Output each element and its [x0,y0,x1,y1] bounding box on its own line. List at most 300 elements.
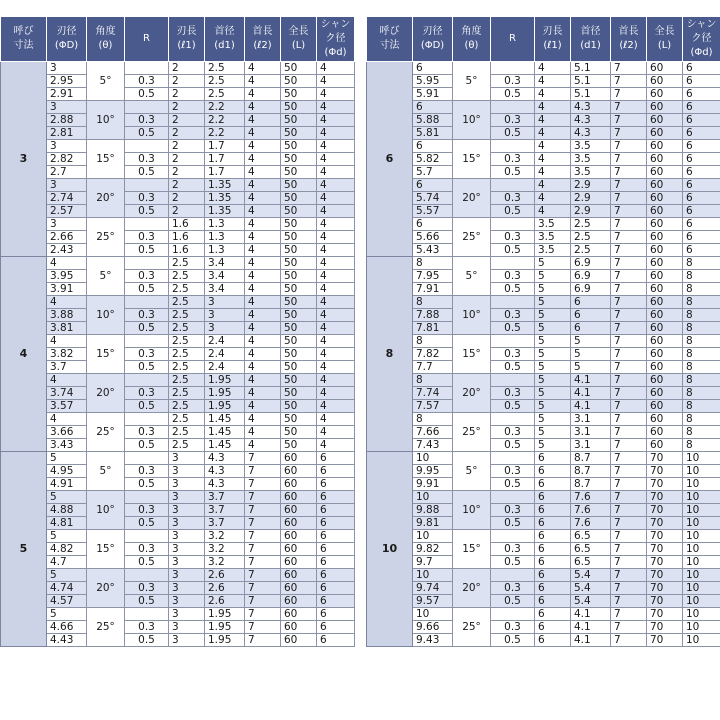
cell-L: 50 [281,335,317,348]
table-row [367,101,720,114]
cell-l1: 2 [169,192,205,205]
cell-shank: 8 [683,322,720,335]
cell-L: 50 [281,400,317,413]
cell-r: 0.3 [491,543,535,556]
cell-L: 60 [281,634,317,647]
cell-dia: 2.88 [47,114,87,127]
cell-shank: 6 [317,517,355,530]
cell-r: 0.3 [491,270,535,283]
table-row [1,634,355,647]
header-r: R [125,17,169,62]
cell-l1: 3 [169,452,205,465]
cell-dia: 3.88 [47,309,87,322]
table-row [1,192,355,205]
cell-shank: 8 [683,426,720,439]
cell-r: 0.3 [125,75,169,88]
cell-l2: 7 [245,517,281,530]
cell-L: 50 [281,205,317,218]
cell-dia: 5.91 [413,88,453,101]
cell-shank: 4 [317,296,355,309]
cell-dia: 2.95 [47,75,87,88]
cell-r: 0.3 [125,582,169,595]
cell-r: 0.5 [125,127,169,140]
cell-l2: 4 [245,387,281,400]
cell-dia: 2.7 [47,166,87,179]
cell-dia: 2.43 [47,244,87,257]
cell-dia: 4 [47,374,87,387]
cell-l1: 2 [169,88,205,101]
cell-shank: 10 [683,569,720,582]
cell-d1: 1.3 [205,231,245,244]
cell-L: 50 [281,218,317,231]
cell-shank: 4 [317,75,355,88]
cell-r: 0.3 [491,621,535,634]
angle-cell: 20° [453,374,491,413]
table-row [367,387,720,400]
cell-L: 70 [647,595,683,608]
cell-dia: 9.81 [413,517,453,530]
cell-L: 60 [647,322,683,335]
table-row [1,296,355,309]
cell-d1: 2.6 [205,582,245,595]
cell-dia: 5.81 [413,127,453,140]
cell-r: 0.5 [125,478,169,491]
cell-shank: 6 [317,608,355,621]
cell-l2: 7 [611,634,647,647]
cell-shank: 6 [683,231,720,244]
cell-d1: 6 [571,309,611,322]
header-angle: 角度 (θ) [87,17,125,62]
table-row [367,322,720,335]
cell-dia: 7.43 [413,439,453,452]
cell-shank: 6 [317,634,355,647]
cell-d1: 2.2 [205,114,245,127]
cell-shank: 6 [317,478,355,491]
table-row [1,101,355,114]
cell-shank: 6 [317,452,355,465]
cell-r: 0.3 [125,504,169,517]
cell-L: 70 [647,543,683,556]
cell-dia: 8 [413,296,453,309]
table-row [1,270,355,283]
cell-l2: 4 [245,309,281,322]
table-row [1,231,355,244]
table-row [1,595,355,608]
header-l2: 首長 (ℓ2) [611,17,647,62]
table-row [367,244,720,257]
angle-cell: 20° [87,569,125,608]
cell-r: 0.3 [491,192,535,205]
cell-shank: 6 [317,504,355,517]
cell-shank: 4 [317,166,355,179]
cell-d1: 3.5 [571,153,611,166]
cell-shank: 4 [317,387,355,400]
cell-d1: 2.5 [571,244,611,257]
cell-l2: 7 [611,244,647,257]
cell-l1: 2.5 [169,270,205,283]
cell-l2: 7 [611,140,647,153]
cell-L: 60 [647,296,683,309]
cell-l1: 6 [535,517,571,530]
cell-r: 0.3 [491,504,535,517]
cell-l1: 3.5 [535,244,571,257]
cell-l2: 7 [245,504,281,517]
table-row [1,608,355,621]
angle-cell: 25° [87,413,125,452]
cell-d1: 3.2 [205,543,245,556]
table-row [367,400,720,413]
cell-shank: 10 [683,478,720,491]
cell-d1: 4.1 [571,621,611,634]
cell-l1: 2 [169,114,205,127]
cell-l1: 3 [169,621,205,634]
cell-l1: 5 [535,361,571,374]
cell-l2: 4 [245,114,281,127]
cell-l1: 2.5 [169,257,205,270]
cell-l1: 2 [169,179,205,192]
table-row [1,309,355,322]
cell-dia: 6 [413,62,453,75]
table-row [367,218,720,231]
header-d1: 首径 (d1) [571,17,611,62]
cell-l2: 7 [611,400,647,413]
cell-d1: 5.1 [571,75,611,88]
cell-l1: 2.5 [169,374,205,387]
cell-shank: 6 [683,179,720,192]
cell-l1: 4 [535,88,571,101]
cell-L: 50 [281,192,317,205]
table-row [367,231,720,244]
cell-r [491,296,535,309]
table-row [1,114,355,127]
cell-dia: 7.82 [413,348,453,361]
cell-dia: 2.81 [47,127,87,140]
table-row [1,426,355,439]
cell-d1: 5.4 [571,582,611,595]
header-L: 全長 (L) [647,17,683,62]
cell-r: 0.3 [491,153,535,166]
cell-l2: 7 [245,556,281,569]
nominal-size-cell: 8 [367,257,413,452]
cell-r [491,257,535,270]
cell-dia: 9.66 [413,621,453,634]
cell-l1: 4 [535,153,571,166]
cell-l2: 7 [611,621,647,634]
cell-L: 60 [647,127,683,140]
cell-shank: 8 [683,413,720,426]
cell-r [125,179,169,192]
angle-cell: 10° [453,101,491,140]
table-row [1,88,355,101]
cell-shank: 6 [317,569,355,582]
cell-L: 60 [647,439,683,452]
table-row [367,140,720,153]
cell-shank: 8 [683,400,720,413]
angle-cell: 5° [87,452,125,491]
table-row [1,569,355,582]
cell-l1: 6 [535,556,571,569]
cell-r [125,140,169,153]
cell-l1: 3 [169,491,205,504]
cell-d1: 7.6 [571,491,611,504]
header-l1: 刃長 (ℓ1) [535,17,571,62]
cell-shank: 4 [317,374,355,387]
cell-d1: 1.35 [205,179,245,192]
cell-L: 70 [647,452,683,465]
header-row [1,17,355,62]
cell-shank: 6 [683,205,720,218]
table-row [1,257,355,270]
cell-l1: 2.5 [169,348,205,361]
cell-dia: 3 [47,62,87,75]
cell-r: 0.5 [491,244,535,257]
cell-l1: 3 [169,634,205,647]
table-row [1,582,355,595]
cell-d1: 4.3 [571,127,611,140]
cell-shank: 10 [683,608,720,621]
cell-d1: 3 [205,322,245,335]
cell-shank: 4 [317,309,355,322]
table-row [1,478,355,491]
cell-L: 50 [281,348,317,361]
cell-shank: 8 [683,283,720,296]
cell-r: 0.5 [491,322,535,335]
cell-L: 50 [281,439,317,452]
cell-l2: 7 [611,504,647,517]
cell-l2: 4 [245,335,281,348]
cell-d1: 5.4 [571,569,611,582]
cell-l1: 6 [535,452,571,465]
cell-r: 0.3 [125,309,169,322]
cell-shank: 6 [683,127,720,140]
cell-r: 0.5 [125,517,169,530]
spec-table-left [0,16,355,647]
cell-dia: 7.88 [413,309,453,322]
cell-r [125,62,169,75]
cell-d1: 2.4 [205,361,245,374]
cell-dia: 7.7 [413,361,453,374]
cell-d1: 2.2 [205,101,245,114]
angle-cell: 5° [87,257,125,296]
cell-shank: 4 [317,270,355,283]
cell-dia: 5.57 [413,205,453,218]
cell-l1: 2.5 [169,426,205,439]
cell-L: 70 [647,569,683,582]
nominal-size-cell: 6 [367,62,413,257]
cell-l1: 3 [169,595,205,608]
table-row [1,621,355,634]
table-row [1,413,355,426]
cell-d1: 1.95 [205,374,245,387]
cell-shank: 4 [317,101,355,114]
cell-r: 0.5 [491,439,535,452]
cell-shank: 6 [683,101,720,114]
cell-d1: 6.9 [571,283,611,296]
cell-l2: 7 [611,517,647,530]
cell-d1: 2.6 [205,569,245,582]
cell-dia: 5.43 [413,244,453,257]
table-row [367,621,720,634]
cell-dia: 2.82 [47,153,87,166]
cell-dia: 4.74 [47,582,87,595]
cell-dia: 6 [413,179,453,192]
angle-cell: 25° [87,218,125,257]
cell-d1: 8.7 [571,452,611,465]
cell-r: 0.3 [491,426,535,439]
cell-l1: 3.5 [535,218,571,231]
table-row [367,582,720,595]
cell-dia: 7.81 [413,322,453,335]
cell-d1: 3.7 [205,504,245,517]
cell-dia: 9.74 [413,582,453,595]
cell-l2: 7 [611,478,647,491]
cell-d1: 5.1 [571,62,611,75]
cell-d1: 6 [571,322,611,335]
cell-l2: 4 [245,426,281,439]
table-row [367,192,720,205]
cell-l1: 6 [535,504,571,517]
cell-l2: 4 [245,322,281,335]
cell-l2: 7 [611,283,647,296]
cell-l1: 3 [169,608,205,621]
cell-dia: 9.91 [413,478,453,491]
cell-d1: 2.4 [205,348,245,361]
cell-shank: 8 [683,387,720,400]
cell-L: 60 [281,465,317,478]
cell-d1: 4.1 [571,400,611,413]
cell-L: 50 [281,153,317,166]
cell-r: 0.5 [125,400,169,413]
cell-r: 0.3 [491,582,535,595]
table-row [367,543,720,556]
cell-shank: 10 [683,491,720,504]
cell-dia: 7.57 [413,400,453,413]
cell-dia: 8 [413,413,453,426]
cell-r: 0.3 [125,114,169,127]
cell-L: 50 [281,179,317,192]
angle-cell: 5° [453,62,491,101]
cell-l1: 6 [535,634,571,647]
cell-L: 60 [281,608,317,621]
table-row [1,62,355,75]
cell-dia: 10 [413,608,453,621]
cell-dia: 10 [413,491,453,504]
cell-l2: 7 [611,556,647,569]
angle-cell: 10° [87,491,125,530]
table-row [367,166,720,179]
cell-L: 70 [647,634,683,647]
cell-d1: 3.5 [571,140,611,153]
cell-shank: 4 [317,205,355,218]
angle-cell: 25° [453,218,491,257]
cell-dia: 7.91 [413,283,453,296]
cell-r [491,140,535,153]
cell-dia: 10 [413,530,453,543]
cell-dia: 8 [413,374,453,387]
cell-l1: 5 [535,270,571,283]
cell-r [125,413,169,426]
table-row [367,179,720,192]
cell-shank: 6 [683,62,720,75]
cell-l1: 4 [535,114,571,127]
cell-L: 50 [281,101,317,114]
cell-L: 60 [647,270,683,283]
cell-dia: 8 [413,335,453,348]
cell-d1: 2.5 [571,231,611,244]
table-row [1,283,355,296]
cell-r: 0.3 [125,426,169,439]
cell-L: 60 [647,101,683,114]
table-row [1,387,355,400]
table-row [1,374,355,387]
cell-l1: 2 [169,153,205,166]
cell-dia: 2.57 [47,205,87,218]
cell-shank: 4 [317,322,355,335]
table-row [1,504,355,517]
cell-L: 60 [647,231,683,244]
cell-d1: 2.9 [571,179,611,192]
cell-l1: 2 [169,140,205,153]
cell-d1: 7.6 [571,504,611,517]
cell-l2: 7 [245,543,281,556]
table-row [1,361,355,374]
cell-d1: 1.3 [205,244,245,257]
cell-dia: 4 [47,257,87,270]
cell-dia: 5.74 [413,192,453,205]
cell-dia: 4 [47,335,87,348]
cell-shank: 10 [683,452,720,465]
table-row [1,543,355,556]
cell-d1: 2.5 [205,88,245,101]
cell-l1: 2.5 [169,400,205,413]
cell-l2: 7 [611,361,647,374]
cell-l1: 3 [169,478,205,491]
cell-d1: 3.2 [205,530,245,543]
cell-l1: 6 [535,465,571,478]
cell-shank: 10 [683,543,720,556]
cell-L: 60 [647,205,683,218]
cell-l1: 5 [535,296,571,309]
header-r: R [491,17,535,62]
table-row [1,166,355,179]
cell-l1: 4 [535,166,571,179]
table-row [1,205,355,218]
cell-d1: 4.1 [571,374,611,387]
cell-r: 0.3 [125,192,169,205]
cell-d1: 1.35 [205,192,245,205]
cell-d1: 6 [571,296,611,309]
cell-l2: 7 [611,348,647,361]
cell-l1: 2.5 [169,296,205,309]
table-row [367,153,720,166]
cell-l1: 3.5 [535,231,571,244]
cell-shank: 4 [317,218,355,231]
cell-r: 0.5 [125,88,169,101]
cell-r: 0.3 [125,465,169,478]
cell-r: 0.3 [125,153,169,166]
cell-l2: 7 [611,322,647,335]
cell-l2: 7 [611,335,647,348]
cell-shank: 4 [317,231,355,244]
cell-dia: 10 [413,452,453,465]
cell-dia: 4 [47,413,87,426]
cell-shank: 6 [317,582,355,595]
cell-r [125,608,169,621]
cell-d1: 4.1 [571,387,611,400]
cell-l2: 7 [611,595,647,608]
cell-r: 0.5 [125,244,169,257]
cell-L: 60 [281,595,317,608]
